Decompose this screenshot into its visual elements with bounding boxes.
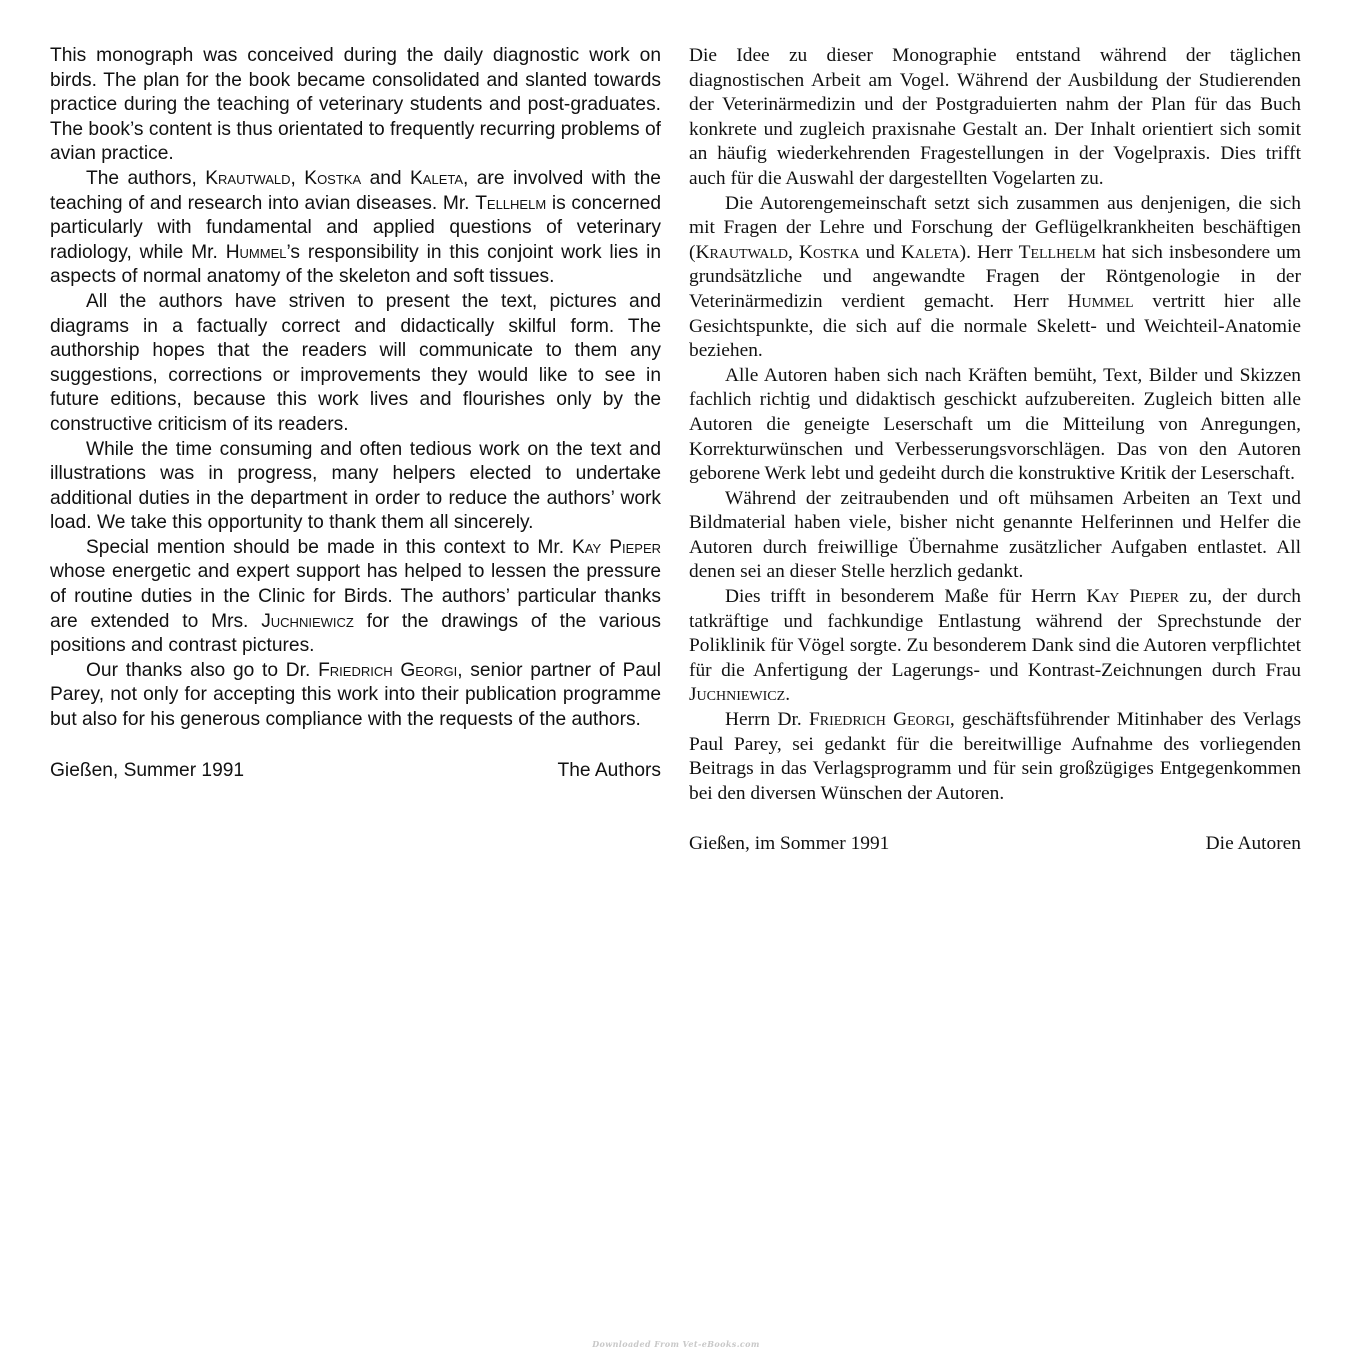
german-place-date: Gießen, im Sommer 1991: [689, 833, 890, 855]
author-name: Kaleta: [410, 167, 464, 189]
paragraph: Die Idee zu dieser Monographie entstand während der täglichen diagnostischen Arbeit am Vogel. Während der Ausbildung der Studierenden der Veterinärmedizin und der Postgraduierten nahm der Plan für das Buch konkrete und zugleich praxisnahe Gestalt an. Der Inhalt orientiert sich somit an häufig wiederkehrenden Fragestellungen in der Vogelpraxis. Dies trifft auch für die Auswahl der dargestellten Vogelarten zu.: [689, 45, 1301, 189]
english-signature: The Authors: [557, 759, 661, 781]
author-name: Hummel: [225, 241, 287, 263]
german-body: [689, 44, 1301, 806]
author-name: Krautwald, Kostka: [205, 167, 362, 189]
paragraph: All the authors have striven to present the text, pictures and diagrams in a factually correct and didactically skilful form. The authorship hopes that the readers will communicate to them any suggestions, corrections or improvements they would like to see in future editions, because this work lives and flourishes only by the constructive criticism of its readers.: [50, 290, 661, 435]
english-signoff: [50, 759, 661, 784]
author-name: Friedrich Georgi: [808, 709, 950, 731]
paragraph: Special mention should be made in this context to Mr. Kay Pieper whose energetic and expert support has helped to lessen the pressure of routine duties in the Clinic for Birds. The authors’ particular thanks are extended to Mrs. Juchniewicz for the drawings of the various positions and contrast pictures.: [50, 536, 661, 657]
paragraph: Herrn Dr. Friedrich Georgi, geschäftsführender Mitinhaber des Verlags Paul Parey, sei gedankt für die bereitwillige Aufnahme des vorliegenden Beitrags in das Verlagsprogramm und für sein großzügiges Entgegenkommen bei den diversen Wünschen der Autoren.: [689, 709, 1302, 804]
author-name: Tellhelm: [475, 192, 547, 214]
author-name: Hummel: [1067, 290, 1134, 312]
paragraph: Our thanks also go to Dr. Friedrich Georgi, senior partner of Paul Parey, not only for accepting this work into their publication programme but also for his generous compliance with the requests of the authors.: [50, 659, 661, 731]
download-watermark: Downloaded From Vet-eBooks.com: [592, 1339, 760, 1349]
german-preface: [689, 44, 1301, 857]
english-preface: [50, 44, 661, 783]
paragraph: This monograph was conceived during the daily diagnostic work on birds. The plan for the book became consolidated and slanted towards practice during the teaching of veterinary students and post-graduates. The book’s content is thus orientated to frequently recurring problems of avian practice.: [50, 45, 661, 165]
german-signature: Die Autoren: [1205, 833, 1301, 855]
paragraph: Während der zeitraubenden und oft mühsamen Arbeiten an Text und Bildmaterial haben viele, bisher nicht genannte Helferinnen und Helfer die Autoren durch freiwillige Übernahme zusätzlicher Aufgaben entlastet. All denen sei an dieser Stelle herzlich gedankt.: [689, 487, 1301, 583]
paragraph: While the time consuming and often tedious work on the text and illustrations was in progress, many helpers elected to undertake additional duties in the department in order to reduce the authors’ work load. We take this opportunity to thank them all sincerely.: [50, 438, 661, 534]
author-name: Kay Pieper: [572, 536, 661, 558]
english-place-date: Gießen, Summer 1991: [50, 759, 245, 781]
author-name: Tellhelm: [1018, 241, 1096, 263]
english-body: [50, 44, 661, 733]
paragraph: Die Autorengemeinschaft setzt sich zusammen aus denjenigen, die sich mit Fragen der Lehre und Forschung der Geflügelkrankheiten beschäftigen (Krautwald, Kostka und Kaleta). Herr Tellhelm hat sich insbesondere um grundsätzliche und angewandte Fragen der Röntgenologie in der Veterinärmedizin verdient gemacht. Herr Hummel vertritt hier alle Gesichtspunkte, die sich auf die normale Skelett- und Weichteil-Anatomie beziehen.: [689, 192, 1302, 362]
author-name: Kay Pieper: [1086, 586, 1179, 608]
author-name: Krautwald, Kostka: [695, 241, 860, 263]
paragraph: Dies trifft in besonderem Maße für Herrn Kay Pieper zu, der durch tatkräftige und fachkundige Entlastung während der Sprechstunde der Poliklinik für Vögel sorgte. Zu besonderem Dank sind die Autoren verpflichtet für die Anfertigung der Lagerungs- und Kontrast-Zeichnungen durch Frau Juchniewicz.: [689, 586, 1301, 706]
paragraph: Alle Autoren haben sich nach Kräften bemüht, Text, Bilder und Skizzen fachlich richtig und didaktisch geschickt aufzubereiten. Zugleich bitten alle Autoren die geneigte Leserschaft um die Mitteilung von Anregungen, Korrekturwünschen und Verbesserungsvorschlägen. Das von den Autoren geborene Werk lebt und gedeiht durch die konstruktive Kritik der Leserschaft.: [689, 364, 1301, 485]
author-name: Juchniewicz: [261, 610, 354, 632]
paragraph: The authors, Krautwald, Kostka and Kaleta, are involved with the teaching of and research into avian diseases. Mr. Tellhelm is concerned particularly with fundamental and applied questions of veterinary radiology, while Mr. Hummel’s responsibility in this conjoint work lies in aspects of normal anatomy of the skeleton and soft tissues.: [50, 167, 661, 288]
author-name: Juchniewicz: [689, 684, 786, 706]
german-signoff: [689, 832, 1301, 857]
author-name: Friedrich Georgi: [318, 659, 458, 681]
author-name: Kaleta: [900, 241, 960, 263]
